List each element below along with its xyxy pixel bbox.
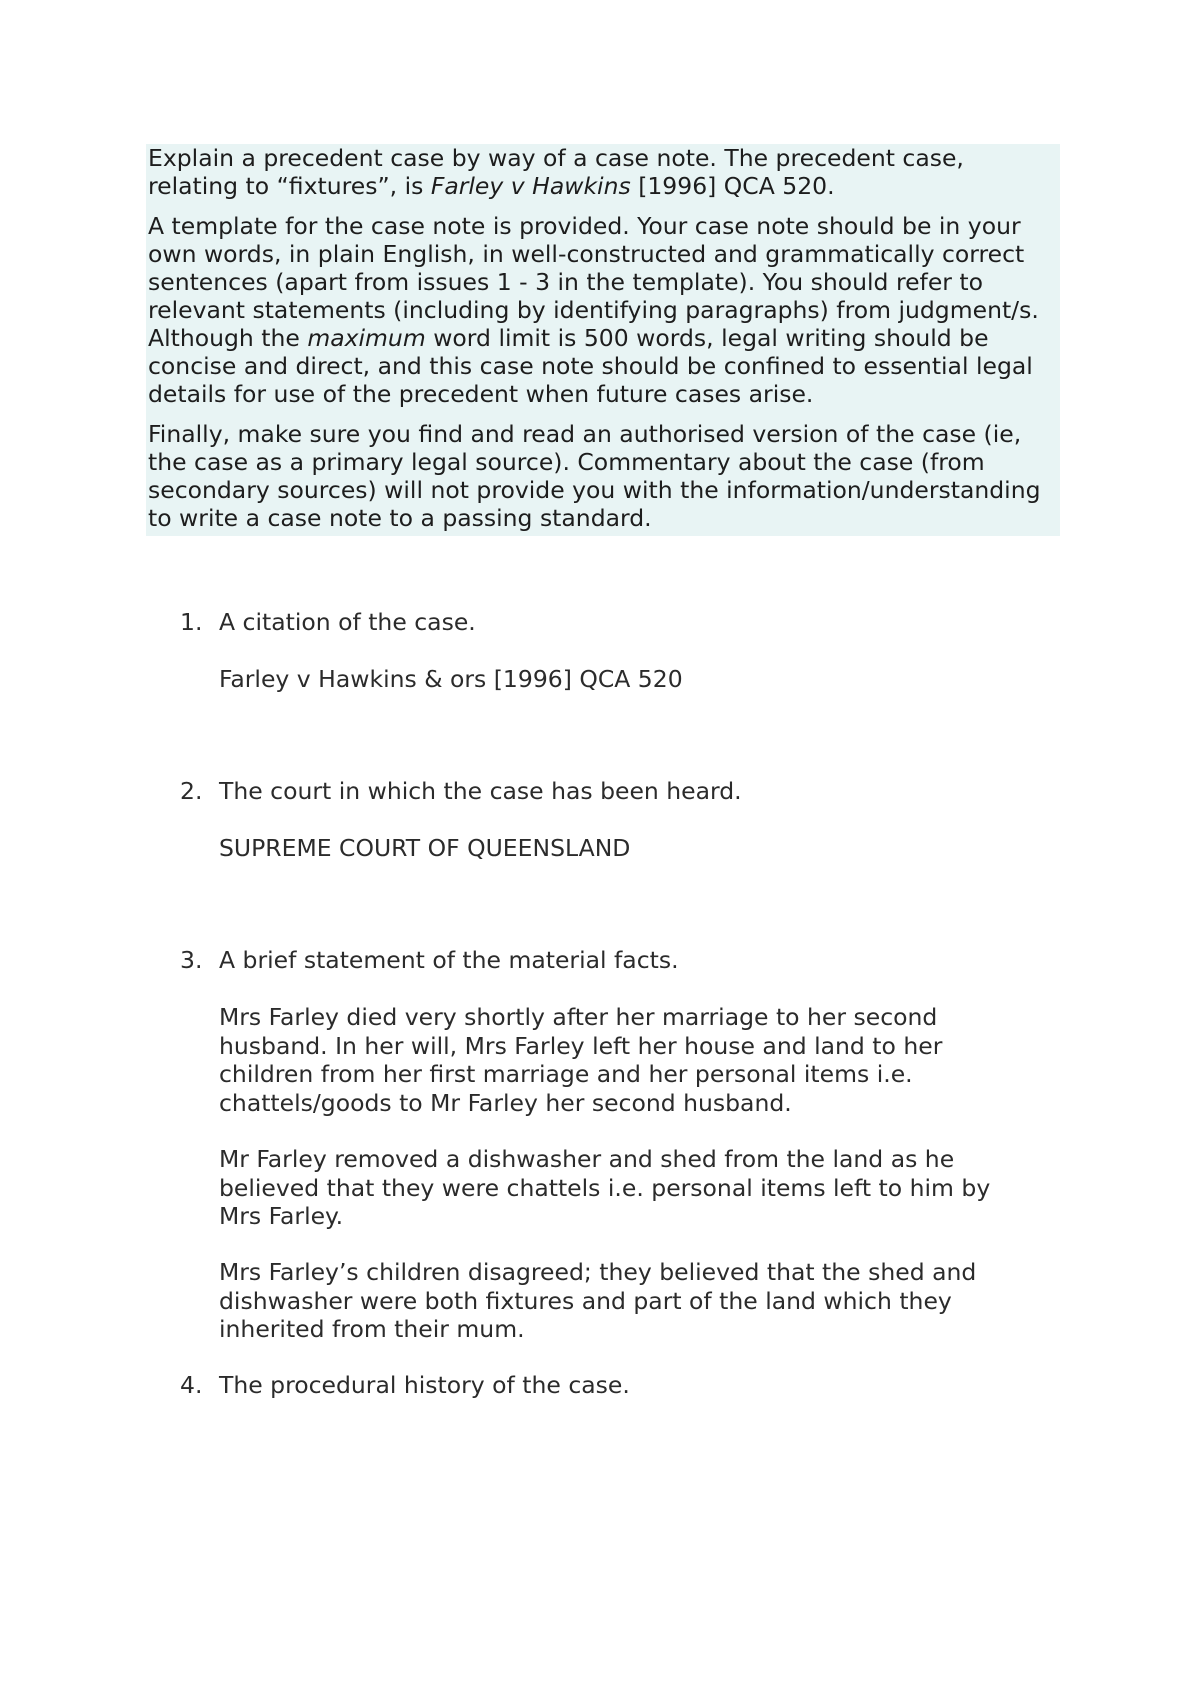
- instructions-box: [146, 144, 1060, 536]
- list-heading: The procedural history of the case.: [219, 1371, 630, 1399]
- list-number: 4.: [180, 1371, 203, 1399]
- answer-citation: Farley v Hawkins & ors [1996] QCA 520: [219, 665, 683, 693]
- instructions-paragraph-3: Finally, make sure you find and read an authorised version of the case (ie, the case as a primary legal source). Commentary about the case (from secondary sources) will not provide you with the information/understanding to write a case note to a passing standard.: [148, 420, 1041, 532]
- answer-court: SUPREME COURT OF QUEENSLAND: [219, 834, 631, 862]
- answer-facts-2: Mr Farley removed a dishwasher and shed from the land as he believed that they were chattels i.e. personal items left to him by Mrs Farley.: [219, 1145, 991, 1230]
- answer-facts-1: Mrs Farley died very shortly after her marriage to her second husband. In her will, Mrs Farley left her house and land to her children from her first marriage and her personal items i.e. chattels/goods to Mr Farley her second husband.: [219, 1003, 943, 1117]
- list-heading: A citation of the case.: [219, 608, 476, 636]
- list-number: 2.: [180, 777, 203, 805]
- instructions-paragraph-2: A template for the case note is provided. Your case note should be in your own words, in plain English, in well-constructed and grammatically correct sentences (apart from issues 1 - 3 in the template). You should refer to relevant statements (including by identifying paragraphs) from judgment/s. Although the maximum word limit is 500 words, legal writing should be concise and direct, and this case note should be confined to essential legal details for use of the precedent when future cases arise.: [148, 212, 1039, 408]
- case-name: Farley v Hawkins: [430, 172, 631, 200]
- list-heading: The court in which the case has been heard.: [219, 777, 742, 805]
- list-number: 1.: [180, 608, 203, 636]
- emphasis-maximum: maximum: [307, 324, 426, 352]
- answer-facts-3: Mrs Farley’s children disagreed; they believed that the shed and dishwasher were both fixtures and part of the land which they inherited from their mum.: [219, 1258, 977, 1343]
- instructions-paragraph-1: Explain a precedent case by way of a case note. The precedent case, relating to “fixtures”, is Farley v Hawkins [1996] QCA 520.: [148, 144, 964, 200]
- list-heading: A brief statement of the material facts.: [219, 946, 679, 974]
- list-number: 3.: [180, 946, 203, 974]
